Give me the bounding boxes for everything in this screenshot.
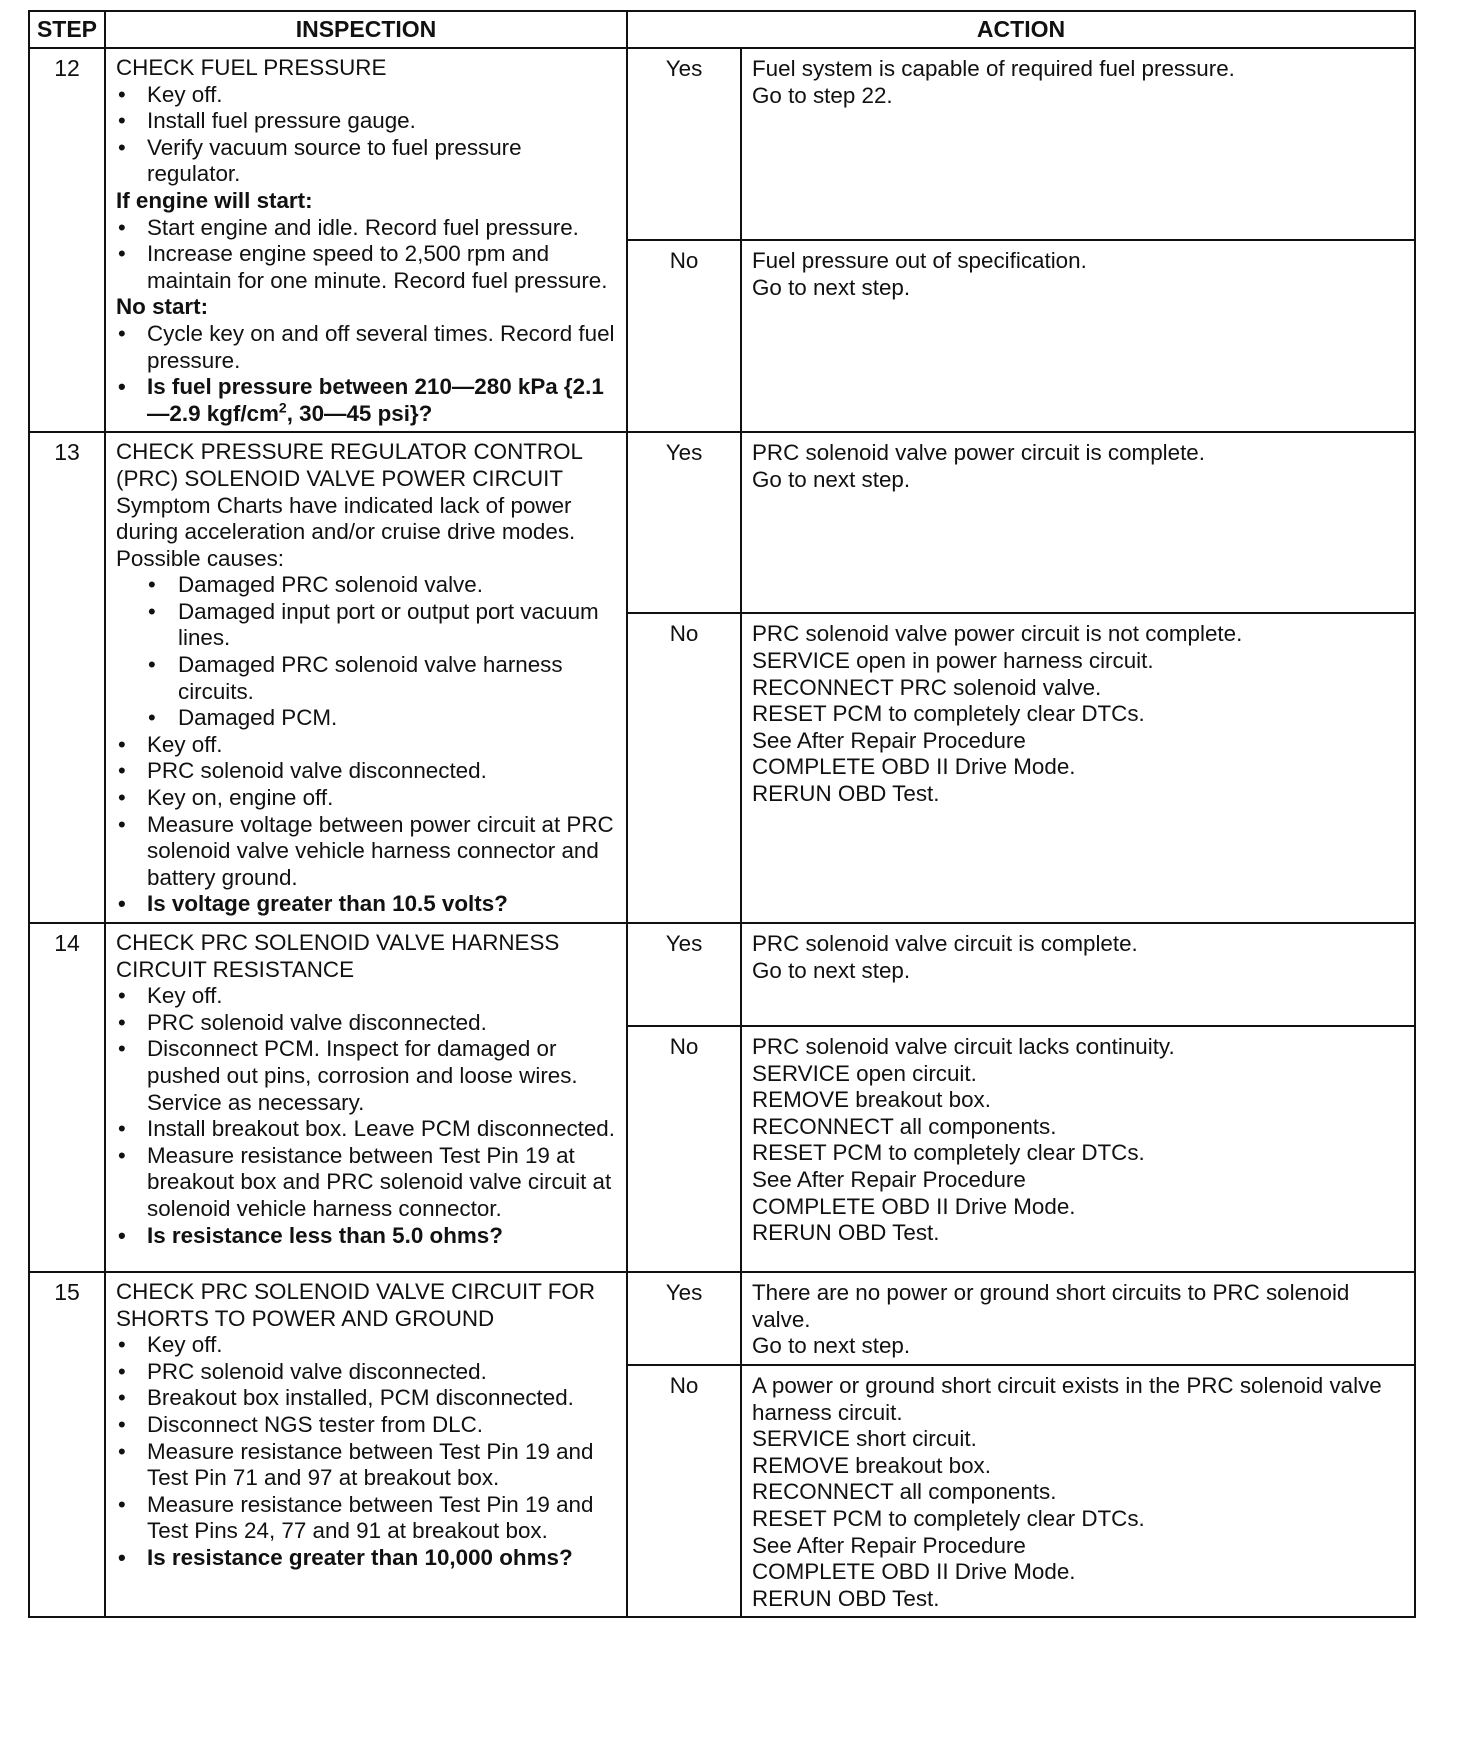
answer-no: No xyxy=(627,240,741,432)
action-yes xyxy=(741,1272,1415,1365)
action-no xyxy=(741,613,1415,923)
action-line: A power or ground short circuit exists in the PRC solenoid valve harness circuit. xyxy=(752,1373,1382,1425)
action-yes xyxy=(741,432,1415,613)
answer-no: No xyxy=(627,1026,741,1272)
inspection-text: Symptom Charts have indicated lack of power during acceleration and/or cruise drive modes. xyxy=(116,492,576,545)
inspection-item: • Increase engine speed to 2,500 rpm and maintain for one minute. Record fuel pressure. xyxy=(116,241,618,294)
action-yes xyxy=(741,48,1415,240)
step-15-yes-row xyxy=(29,1272,1415,1365)
action-line: COMPLETE OBD II Drive Mode. xyxy=(752,1559,1076,1585)
inspection-item: • Start engine and idle. Record fuel pressure. xyxy=(116,215,618,242)
action-line: There are no power or ground short circuits to PRC solenoid valve. xyxy=(752,1280,1350,1332)
answer-yes: Yes xyxy=(627,1272,741,1365)
action-line: RECONNECT all components. xyxy=(752,1113,1057,1139)
header-action: ACTION xyxy=(627,11,1415,48)
inspection-item: • Measure resistance between Test Pin 19 at breakout box and PRC solenoid valve circuit at solenoid vehicle harness connector. xyxy=(116,1143,618,1223)
action-line: PRC solenoid valve circuit is complete. xyxy=(752,931,1138,956)
action-line: See After Repair Procedure xyxy=(752,727,1026,753)
step-12-inspection xyxy=(105,48,627,432)
inspection-item: • Measure resistance between Test Pin 19 and Test Pin 71 and 97 at breakout box. xyxy=(116,1439,618,1492)
step-number: 15 xyxy=(29,1272,105,1617)
inspection-item: • Key off. xyxy=(116,82,618,109)
inspection-item: • Breakout box installed, PCM disconnected. xyxy=(116,1385,618,1412)
inspection-item: • PRC solenoid valve disconnected. xyxy=(116,1359,618,1386)
action-line: Fuel pressure out of specification. xyxy=(752,248,1087,274)
step-14-inspection xyxy=(105,923,627,1272)
diagnostic-table xyxy=(28,10,1416,1618)
inspection-title: CHECK PRC SOLENOID VALVE HARNESS CIRCUIT RESISTANCE xyxy=(116,930,560,982)
action-line: SERVICE short circuit. xyxy=(752,1426,977,1452)
inspection-text: Possible causes: xyxy=(116,545,285,571)
answer-yes: Yes xyxy=(627,923,741,1026)
step-12-yes-row xyxy=(29,48,1415,240)
inspection-item: • Disconnect PCM. Inspect for damaged or pushed out pins, corrosion and loose wires. Service as necessary. xyxy=(116,1036,618,1116)
action-line: REMOVE breakout box. xyxy=(752,1452,991,1478)
action-line: RERUN OBD Test. xyxy=(752,1220,940,1246)
answer-yes: Yes xyxy=(627,48,741,240)
action-line: RERUN OBD Test. xyxy=(752,780,940,806)
action-line: PRC solenoid valve power circuit is complete. xyxy=(752,440,1205,466)
step-number: 14 xyxy=(29,923,105,1272)
action-line: REMOVE breakout box. xyxy=(752,1087,991,1113)
step-number: 12 xyxy=(29,48,105,432)
action-line: Go to next step. xyxy=(752,957,911,983)
action-no xyxy=(741,1026,1415,1272)
diagnostic-table-page xyxy=(28,10,1414,1618)
inspection-subitem: • Damaged PRC solenoid valve. xyxy=(116,572,618,599)
inspection-item: • Measure resistance between Test Pin 19 and Test Pins 24, 77 and 91 at breakout box. xyxy=(116,1492,618,1545)
action-line: RESET PCM to completely clear DTCs. xyxy=(752,701,1145,727)
action-line: Go to next step. xyxy=(752,274,911,300)
inspection-question: • Is resistance less than 5.0 ohms? xyxy=(116,1223,618,1250)
action-line: SERVICE open in power harness circuit. xyxy=(752,648,1154,674)
inspection-item: • PRC solenoid valve disconnected. xyxy=(116,1010,618,1037)
action-line: Fuel system is capable of required fuel pressure. xyxy=(752,56,1235,81)
action-line: See After Repair Procedure xyxy=(752,1166,1026,1192)
inspection-item: • Key off. xyxy=(116,983,618,1010)
action-line: PRC solenoid valve power circuit is not complete. xyxy=(752,621,1243,647)
step-13-yes-row xyxy=(29,432,1415,613)
action-line: RECONNECT PRC solenoid valve. xyxy=(752,674,1102,700)
action-line: Go to next step. xyxy=(752,466,911,492)
inspection-subitem: • Damaged input port or output port vacuum lines. xyxy=(116,599,618,652)
inspection-condition: No start: xyxy=(116,294,209,320)
inspection-subitem: • Damaged PRC solenoid valve harness circuits. xyxy=(116,652,618,705)
step-13-inspection xyxy=(105,432,627,923)
inspection-item: • Install fuel pressure gauge. xyxy=(116,108,618,135)
table-header-row xyxy=(29,11,1415,48)
answer-no: No xyxy=(627,1365,741,1617)
action-no xyxy=(741,240,1415,432)
inspection-item: • Key on, engine off. xyxy=(116,785,618,812)
step-14-yes-row xyxy=(29,923,1415,1026)
inspection-question xyxy=(116,374,618,427)
inspection-condition: If engine will start: xyxy=(116,187,313,213)
step-15-inspection xyxy=(105,1272,627,1617)
action-no xyxy=(741,1365,1415,1617)
answer-no: No xyxy=(627,613,741,923)
answer-yes: Yes xyxy=(627,432,741,613)
inspection-subitem: • Damaged PCM. xyxy=(116,705,618,732)
inspection-question: • Is voltage greater than 10.5 volts? xyxy=(116,891,618,918)
action-line: Go to step 22. xyxy=(752,82,893,108)
action-line: PRC solenoid valve circuit lacks continuity. xyxy=(752,1034,1175,1059)
inspection-item: • Key off. xyxy=(116,732,618,759)
question-text-end: , 30—45 psi}? xyxy=(286,400,433,426)
question-text: Is fuel pressure between 210—280 kPa {2.1—2.9 kgf/cm xyxy=(147,374,604,426)
inspection-title: CHECK PRESSURE REGULATOR CONTROL (PRC) SOLENOID VALVE POWER CIRCUIT xyxy=(116,439,583,491)
header-step: STEP xyxy=(29,11,105,48)
inspection-item: • Key off. xyxy=(116,1332,618,1359)
action-line: Go to next step. xyxy=(752,1333,911,1359)
action-line: RESET PCM to completely clear DTCs. xyxy=(752,1505,1145,1531)
action-line: SERVICE open circuit. xyxy=(752,1060,977,1086)
inspection-item: • Measure voltage between power circuit at PRC solenoid valve vehicle harness connector and battery ground. xyxy=(116,812,618,892)
inspection-item: • Verify vacuum source to fuel pressure regulator. xyxy=(116,135,618,188)
action-line: RESET PCM to completely clear DTCs. xyxy=(752,1140,1145,1166)
action-line: RECONNECT all components. xyxy=(752,1479,1057,1505)
inspection-item: • Cycle key on and off several times. Record fuel pressure. xyxy=(116,321,618,374)
superscript-exponent: 2 xyxy=(278,399,287,416)
action-line: COMPLETE OBD II Drive Mode. xyxy=(752,754,1076,780)
inspection-title: CHECK PRC SOLENOID VALVE CIRCUIT FOR SHORTS TO POWER AND GROUND xyxy=(116,1279,595,1331)
action-yes xyxy=(741,923,1415,1026)
inspection-question: • Is resistance greater than 10,000 ohms? xyxy=(116,1545,618,1572)
action-line: See After Repair Procedure xyxy=(752,1532,1026,1558)
action-line: RERUN OBD Test. xyxy=(752,1585,940,1611)
inspection-item: • Install breakout box. Leave PCM disconnected. xyxy=(116,1116,618,1143)
inspection-item: • Disconnect NGS tester from DLC. xyxy=(116,1412,618,1439)
action-line: COMPLETE OBD II Drive Mode. xyxy=(752,1193,1076,1219)
step-number: 13 xyxy=(29,432,105,923)
header-inspection: INSPECTION xyxy=(105,11,627,48)
inspection-title: CHECK FUEL PRESSURE xyxy=(116,55,387,80)
inspection-item: • PRC solenoid valve disconnected. xyxy=(116,758,618,785)
